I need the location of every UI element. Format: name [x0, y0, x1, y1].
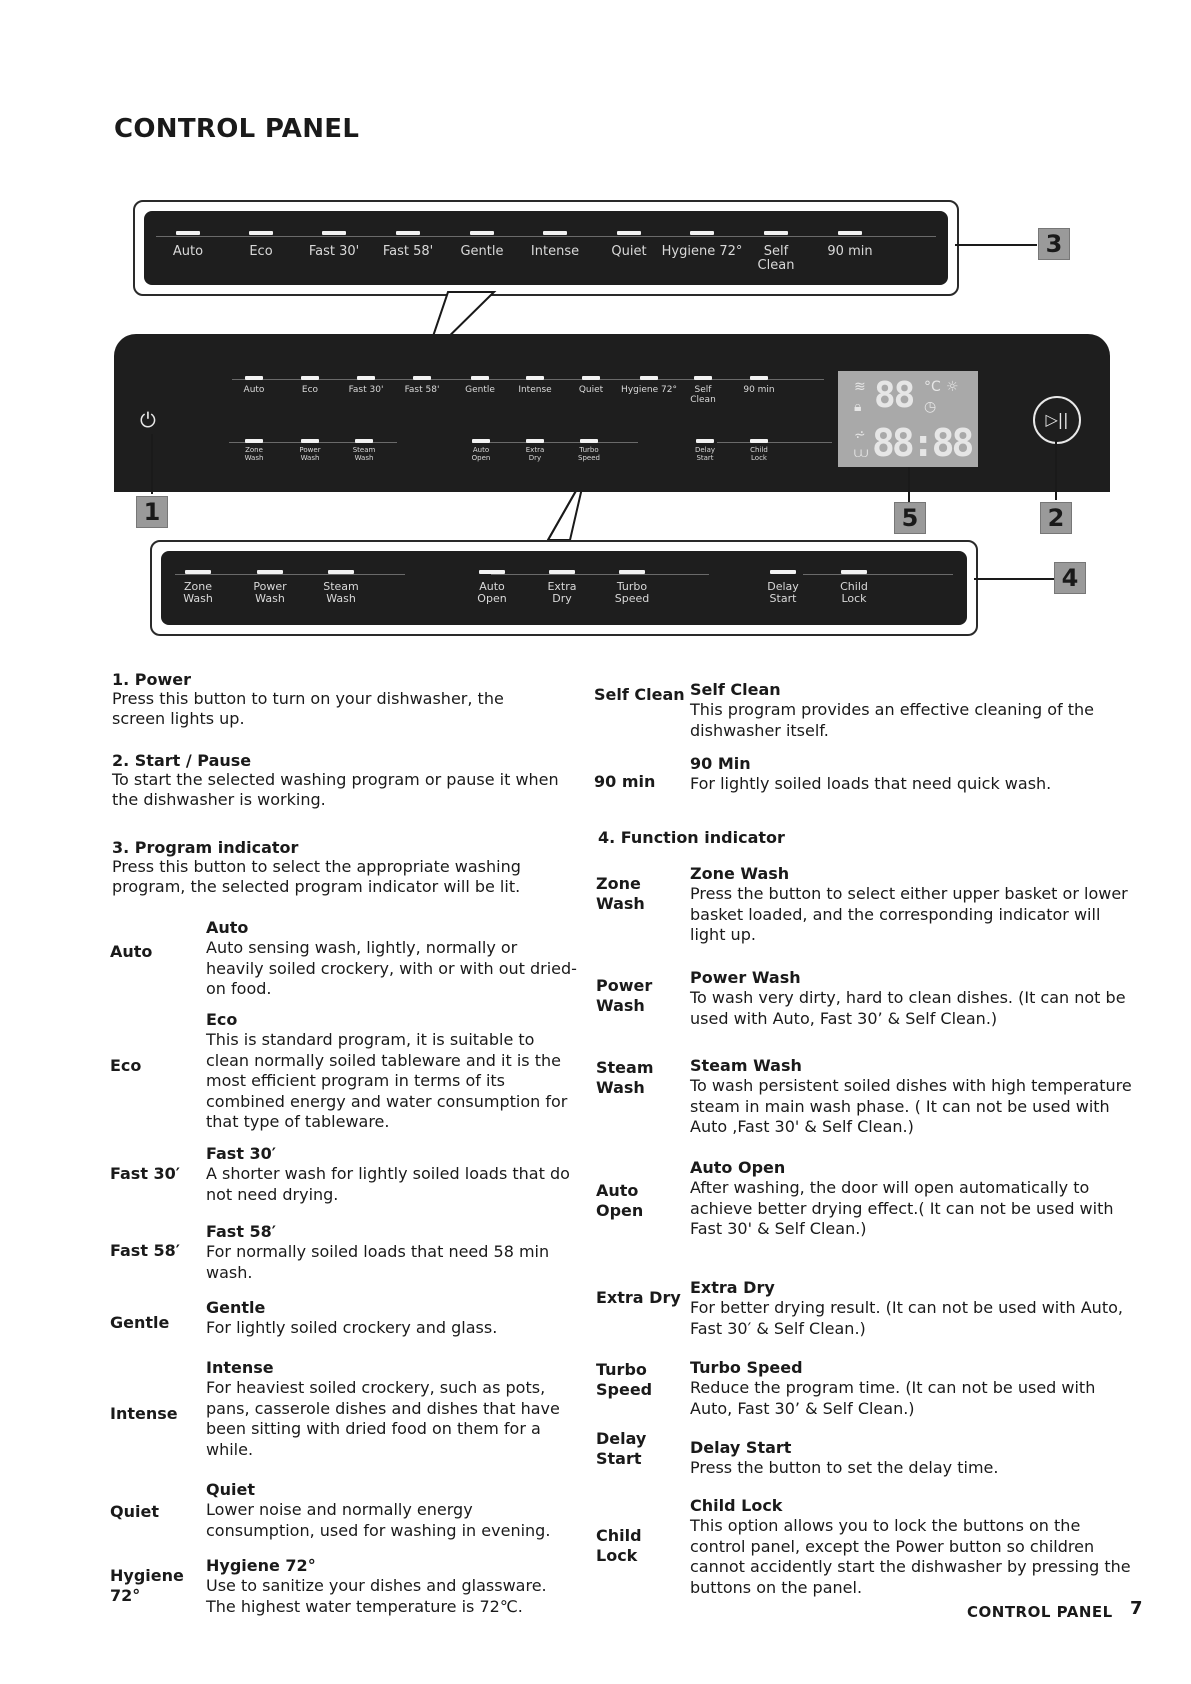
section-text: To start the selected washing program or pause it when the dishwasher is working.: [112, 770, 559, 809]
panel-program-7-button[interactable]: Hygiene 72°: [621, 385, 677, 395]
panel-program-5-indicator: [526, 376, 544, 380]
row-label: Power Wash: [596, 976, 653, 1015]
panel-function-functions_group3-0-indicator: [696, 439, 714, 443]
section-text: Press this button to turn on your dishwasher, the screen lights up.: [112, 689, 504, 728]
section-heading: 1. Power: [112, 670, 192, 689]
row-description: [206, 1222, 578, 1283]
row-description: [206, 1480, 578, 1541]
row-description: [690, 1056, 1132, 1138]
rinse-icon: ⩫: [854, 427, 866, 443]
zoom-function-functions_group2-2-button[interactable]: Turbo Speed: [614, 580, 650, 606]
display-time-digits: 88:88: [872, 421, 972, 465]
panel-function-functions_group1-1-button[interactable]: Power Wash: [299, 446, 321, 462]
row-text: Lower noise and normally energy consumption, used for washing in evening.: [206, 1500, 551, 1540]
panel-function-functions_group1-0-button[interactable]: Zone Wash: [244, 446, 264, 462]
zoom-program-1-button[interactable]: Eco: [249, 244, 273, 259]
row-label: Auto Open: [596, 1181, 644, 1220]
water-icon: ≋: [854, 379, 866, 395]
panel-program-5-button[interactable]: Intense: [518, 385, 552, 395]
row-label: Fast 30′: [110, 1164, 181, 1183]
row-text: Use to sanitize your dishes and glassware. The highest water temperature is 72℃.: [206, 1576, 547, 1616]
zoom-function-functions_group2-2-indicator: [619, 570, 645, 574]
row-title: Hygiene 72°: [206, 1556, 316, 1575]
salt-icon: ⩊: [854, 445, 869, 461]
zoom-function-functions_group1-2-button[interactable]: Steam Wash: [323, 580, 359, 606]
zoom-function-functions_group3-0-button[interactable]: Delay Start: [767, 580, 799, 606]
row-text: Press the button to set the delay time.: [690, 1458, 999, 1478]
row-label: Extra Dry: [596, 1288, 681, 1307]
row-title: Gentle: [206, 1298, 266, 1317]
panel-program-2-indicator: [357, 376, 375, 380]
row-description: [690, 1158, 1132, 1240]
row-text: Press the button to select either upper basket or lower basket loaded, and the corresponding indicator will light up.: [690, 884, 1128, 945]
row-description: [690, 864, 1132, 946]
power-icon[interactable]: ⏻: [140, 408, 156, 432]
row-description: [206, 1298, 578, 1339]
row-title: Quiet: [206, 1480, 255, 1499]
panel-program-4-indicator: [471, 376, 489, 380]
callout-1: 1: [136, 496, 168, 528]
panel-function-functions_group1-2-button[interactable]: Steam Wash: [352, 446, 376, 462]
sun-icon: ☼: [946, 379, 959, 395]
page-number: 7: [1130, 1598, 1143, 1619]
panel-function-functions_group2-2-indicator: [580, 439, 598, 443]
panel-program-1-indicator: [301, 376, 319, 380]
panel-program-8-button[interactable]: Self Clean: [690, 385, 716, 405]
lcd-display: [838, 371, 978, 467]
clock-icon: ◷: [924, 399, 937, 415]
row-label: Auto: [110, 942, 153, 961]
row-text: Reduce the program time. (It can not be used with Auto, Fast 30’ & Self Clean.): [690, 1378, 1096, 1418]
panel-function-functions_group1-2-indicator: [355, 439, 373, 443]
function-strip-panel: [161, 551, 967, 625]
row-text: For normally soiled loads that need 58 min wash.: [206, 1242, 550, 1282]
callout-4: 4: [1054, 562, 1086, 594]
zoom-program-2-button[interactable]: Fast 30': [308, 244, 360, 259]
lock-icon: 🔒︎: [854, 399, 862, 415]
row-title: 90 Min: [690, 754, 751, 773]
row-title: Child Lock: [690, 1496, 783, 1515]
function-strip-zoom: [150, 540, 978, 636]
power-section: [112, 670, 562, 729]
row-title: Intense: [206, 1358, 274, 1377]
row-text: After washing, the door will open automatically to achieve better drying effect.( It can not be used with Fast 30' & Self Clean.): [690, 1178, 1114, 1239]
callout-3: 3: [1038, 228, 1070, 260]
row-label: Quiet: [110, 1502, 159, 1521]
row-title: Self Clean: [690, 680, 781, 699]
row-description: [690, 1358, 1132, 1419]
start-pause-section: [112, 751, 562, 810]
program-indicator-section: [112, 838, 562, 897]
zoom-function-functions_group1-0-button[interactable]: Zone Wash: [183, 580, 213, 606]
row-description: [206, 1144, 578, 1205]
panel-program-9-button[interactable]: 90 min: [743, 385, 775, 395]
row-description: [690, 1496, 1132, 1598]
row-description: [690, 1278, 1132, 1339]
row-title: Delay Start: [690, 1438, 792, 1457]
row-title: Extra Dry: [690, 1278, 775, 1297]
panel-program-2-button[interactable]: Fast 30': [348, 385, 384, 395]
panel-program-3-indicator: [413, 376, 431, 380]
row-description: [206, 1010, 578, 1132]
row-description: [206, 1358, 578, 1460]
zoom-function-functions_group1-0-indicator: [185, 570, 211, 574]
panel-program-8-indicator: [694, 376, 712, 380]
panel-function-functions_group2-2-button[interactable]: Turbo Speed: [578, 446, 600, 462]
zoom-program-0-button[interactable]: Auto: [172, 244, 204, 259]
zoom-function-functions_group1-1-indicator: [257, 570, 283, 574]
start-pause-button[interactable]: ▷||: [1033, 396, 1081, 444]
zoom-program-5-button[interactable]: Intense: [530, 244, 580, 259]
panel-function-functions_group2-1-button[interactable]: Extra Dry: [525, 446, 545, 462]
page-title: CONTROL PANEL: [114, 114, 360, 144]
row-description: [690, 968, 1132, 1029]
display-unit: °C: [924, 379, 941, 395]
row-label: Steam Wash: [596, 1058, 654, 1097]
row-text: For heaviest soiled crockery, such as pots, pans, casserole dishes and dishes that have been sitting with dried food on them for a while.: [206, 1378, 560, 1459]
zoom-function-functions_group2-0-button[interactable]: Auto Open: [477, 580, 507, 606]
row-text: For lightly soiled loads that need quick wash.: [690, 774, 1052, 794]
row-label: Zone Wash: [596, 874, 645, 913]
panel-program-7-indicator: [640, 376, 658, 380]
panel-program-1-button[interactable]: Eco: [301, 385, 319, 395]
row-description: [206, 1556, 578, 1617]
zoom-function-functions_group3-1-button[interactable]: Child Lock: [840, 580, 868, 606]
panel-program-9-indicator: [750, 376, 768, 380]
row-title: Eco: [206, 1010, 238, 1029]
row-label: Delay Start: [596, 1429, 647, 1468]
row-text: A shorter wash for lightly soiled loads that do not need drying.: [206, 1164, 570, 1204]
zoom-function-functions_group2-1-button[interactable]: Extra Dry: [547, 580, 577, 606]
row-title: Fast 30′: [206, 1144, 277, 1163]
row-text: For better drying result. (It can not be used with Auto, Fast 30′ & Self Clean.): [690, 1298, 1123, 1338]
row-title: Auto: [206, 918, 249, 937]
row-description: [690, 754, 1110, 795]
display-top-digits: 88: [874, 375, 914, 416]
panel-program-0-indicator: [245, 376, 263, 380]
panel-function-functions_group3-0-button[interactable]: Delay Start: [694, 446, 716, 462]
row-label: Intense: [110, 1404, 178, 1423]
row-text: For lightly soiled crockery and glass.: [206, 1318, 498, 1338]
row-description: [206, 918, 578, 1000]
panel-function-functions_group2-1-indicator: [526, 439, 544, 443]
zoom-program-7-button[interactable]: Hygiene 72°: [661, 244, 743, 259]
panel-program-6-indicator: [582, 376, 600, 380]
panel-function-functions_group2-0-button[interactable]: Auto Open: [471, 446, 491, 462]
zoom-function-functions_group1-1-button[interactable]: Power Wash: [253, 580, 287, 606]
zoom-program-3-button[interactable]: Fast 58': [382, 244, 434, 259]
row-title: Auto Open: [690, 1158, 786, 1177]
callout-2: 2: [1040, 502, 1072, 534]
row-text: This is standard program, it is suitable to clean normally soiled tableware and it is the most efficient program in terms of its combined energy and water consumption for that type of tableware.: [206, 1030, 568, 1132]
panel-program-4-button[interactable]: Gentle: [465, 385, 495, 395]
row-title: Power Wash: [690, 968, 801, 987]
zoom-function-functions_group1-2-indicator: [328, 570, 354, 574]
row-label: Self Clean: [594, 685, 685, 704]
row-label: Gentle: [110, 1313, 170, 1332]
row-text: To wash very dirty, hard to clean dishes. (It can not be used with Auto, Fast 30’ & Self Clean.): [690, 988, 1126, 1028]
section-heading: 3. Program indicator: [112, 838, 299, 857]
panel-program-6-button[interactable]: Quiet: [578, 385, 604, 395]
panel-program-0-button[interactable]: Auto: [243, 385, 265, 395]
callout-5: 5: [894, 502, 926, 534]
row-title: Fast 58′: [206, 1222, 277, 1241]
row-label: Hygiene 72°: [110, 1566, 184, 1605]
panel-program-3-button[interactable]: Fast 58': [404, 385, 440, 395]
function-heading: 4. Function indicator: [598, 828, 785, 847]
panel-function-functions_group1-0-indicator: [245, 439, 263, 443]
row-text: Auto sensing wash, lightly, normally or heavily soiled crockery, with or with out dried-on food.: [206, 938, 577, 999]
section-heading: 2. Start / Pause: [112, 751, 252, 770]
row-description: [690, 680, 1110, 741]
row-label: 90 min: [594, 772, 656, 791]
panel-function-functions_group1-1-indicator: [301, 439, 319, 443]
row-text: To wash persistent soiled dishes with high temperature steam in main wash phase. ( It can not be used with Auto ,Fast 30' & Self Clean.): [690, 1076, 1132, 1137]
row-text: This option allows you to lock the buttons on the control panel, except the Power button so children cannot accidently start the dishwasher by pressing the buttons on the panel.: [690, 1516, 1131, 1597]
row-title: Zone Wash: [690, 864, 790, 883]
row-title: Steam Wash: [690, 1056, 802, 1075]
row-label: Eco: [110, 1056, 142, 1075]
zoom-function-functions_group2-0-indicator: [479, 570, 505, 574]
zoom-program-8-button[interactable]: Self Clean: [757, 244, 795, 274]
zoom-program-9-button[interactable]: 90 min: [827, 244, 873, 259]
row-label: Child Lock: [596, 1526, 642, 1565]
zoom-function-functions_group3-1-indicator: [841, 570, 867, 574]
row-text: This program provides an effective cleaning of the dishwasher itself.: [690, 700, 1094, 740]
row-description: [690, 1438, 1132, 1479]
row-title: Turbo Speed: [690, 1358, 803, 1377]
row-label: Turbo Speed: [596, 1360, 653, 1399]
section-text: Press this button to select the appropriate washing program, the selected program indicator will be lit.: [112, 857, 521, 896]
panel-function-functions_group3-1-button[interactable]: Child Lock: [750, 446, 768, 462]
row-label: Fast 58′: [110, 1241, 181, 1260]
zoom-program-4-button[interactable]: Gentle: [460, 244, 504, 259]
zoom-function-functions_group3-0-indicator: [770, 570, 796, 574]
zoom-program-6-button[interactable]: Quiet: [611, 244, 647, 259]
panel-function-functions_group3-1-indicator: [750, 439, 768, 443]
footer-label: CONTROL PANEL: [967, 1603, 1113, 1621]
zoom-function-functions_group2-1-indicator: [549, 570, 575, 574]
panel-function-functions_group2-0-indicator: [472, 439, 490, 443]
